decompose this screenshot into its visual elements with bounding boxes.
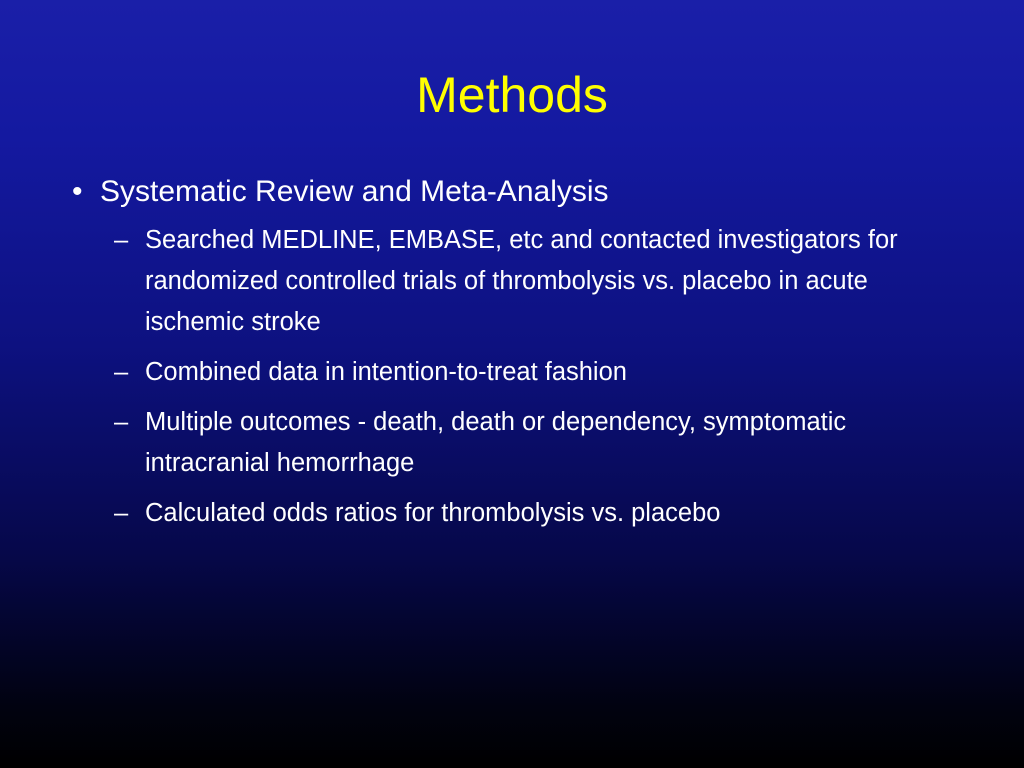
sub-bullet-item	[100, 220, 952, 343]
dash-marker: –	[114, 226, 129, 254]
dash-marker: –	[114, 499, 129, 527]
sub-bullet-list	[100, 220, 952, 534]
bullet-text: Systematic Review and Meta-Analysis	[100, 175, 609, 208]
slide-title: Methods	[416, 67, 608, 123]
sub-bullet-item	[100, 352, 952, 393]
sub-bullet-item	[100, 402, 952, 484]
bullet-marker: •	[72, 175, 83, 208]
sub-bullet-text: Searched MEDLINE, EMBASE, etc and contacted investigators for randomized controlled trials of thrombolysis vs. placebo in acute ischemic stroke	[145, 226, 898, 336]
dash-marker: –	[114, 408, 129, 436]
sub-bullet-text: Multiple outcomes - death, death or dependency, symptomatic intracranial hemorrhage	[145, 408, 847, 477]
sub-bullet-text: Combined data in intention-to-treat fashion	[145, 358, 627, 386]
slide-content	[72, 170, 952, 543]
sub-bullet-item	[100, 493, 952, 534]
bullet-item	[72, 170, 952, 214]
sub-bullet-text: Calculated odds ratios for thrombolysis vs. placebo	[145, 499, 721, 527]
dash-marker: –	[114, 358, 129, 386]
